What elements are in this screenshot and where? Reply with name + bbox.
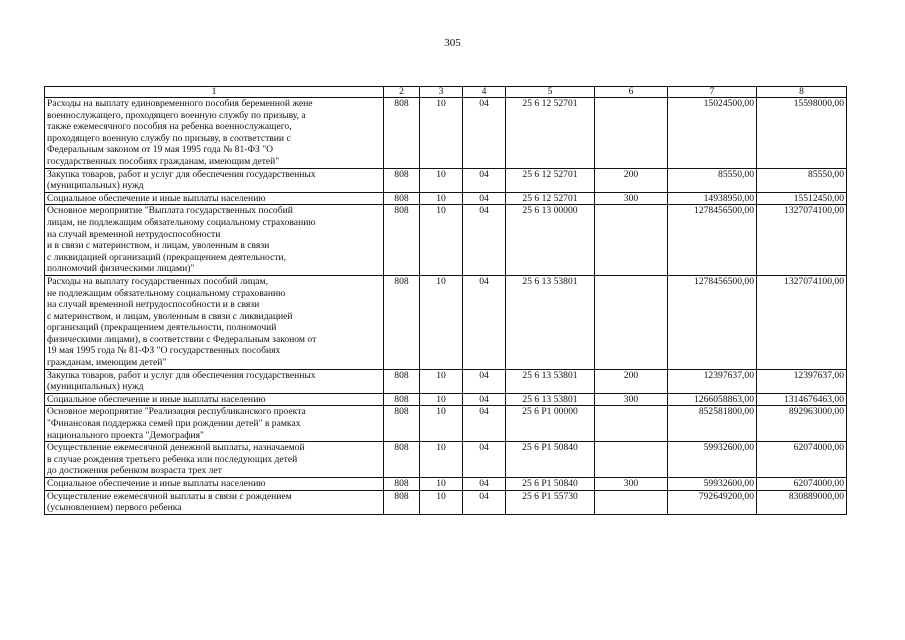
table-row (45, 205, 847, 276)
subsection-code: 04 (463, 205, 506, 276)
ministry-code: 808 (384, 275, 420, 369)
table-row (45, 192, 847, 205)
ministry-code: 808 (384, 406, 420, 442)
ministry-code: 808 (384, 490, 420, 514)
target-article-code: 25 6 P1 55730 (506, 490, 595, 514)
row-name: Осуществление ежемесячной денежной выплаты, назначаемой в случае рождения третьего ребенка или последующих детей до достижения ребенком возраста трех лет (45, 442, 384, 478)
ministry-code: 808 (384, 393, 420, 406)
column-header: 4 (463, 87, 506, 98)
section-code: 10 (420, 369, 463, 393)
column-header: 6 (595, 87, 668, 98)
amount-year-2: 15598000,00 (757, 98, 847, 169)
row-name: Социальное обеспечение и иные выплаты населению (45, 478, 384, 491)
subsection-code: 04 (463, 98, 506, 169)
section-code: 10 (420, 442, 463, 478)
ministry-code: 808 (384, 98, 420, 169)
target-article-code: 25 6 P1 00000 (506, 406, 595, 442)
amount-year-1: 1266058863,00 (668, 393, 757, 406)
target-article-code: 25 6 13 53801 (506, 369, 595, 393)
subsection-code: 04 (463, 369, 506, 393)
amount-year-2: 62074000,00 (757, 442, 847, 478)
row-name: Расходы на выплату единовременного пособия беременной жене военнослужащего, проходящего военную службу по призыву, а также ежемесячного пособия на ребенка военнослужащего, проходящего военную службу по призыву, в соответствии с Федеральным законом от 19 мая 1995 года № 81-ФЗ "О государственных пособиях гражданам, имеющим детей" (45, 98, 384, 169)
target-article-code: 25 6 12 52701 (506, 192, 595, 205)
amount-year-2: 62074000,00 (757, 478, 847, 491)
amount-year-1: 792649200,00 (668, 490, 757, 514)
column-header: 3 (420, 87, 463, 98)
table-row (45, 275, 847, 369)
table-row (45, 393, 847, 406)
expense-type-code: 200 (595, 369, 668, 393)
subsection-code: 04 (463, 490, 506, 514)
column-header: 5 (506, 87, 595, 98)
ministry-code: 808 (384, 205, 420, 276)
ministry-code: 808 (384, 442, 420, 478)
table-row (45, 490, 847, 514)
expense-type-code (595, 442, 668, 478)
ministry-code: 808 (384, 478, 420, 491)
target-article-code: 25 6 12 52701 (506, 168, 595, 192)
amount-year-2: 15512450,00 (757, 192, 847, 205)
expense-type-code: 300 (595, 393, 668, 406)
table-row (45, 168, 847, 192)
subsection-code: 04 (463, 275, 506, 369)
table-row (45, 406, 847, 442)
amount-year-2: 1314676463,00 (757, 393, 847, 406)
table-row (45, 98, 847, 169)
row-name: Расходы на выплату государственных пособий лицам, не подлежащим обязательному социальному страхованию на случай временной нетрудоспособности и в связи с материнством, и лицам, уволенным в связи с ликвидацией организаций (прекращением деятельности, полномочий физическими лицами), в соответствии с Федеральным законом от 19 мая 1995 года № 81-ФЗ "О государственных пособиях гражданам, имеющим детей" (45, 275, 384, 369)
section-code: 10 (420, 393, 463, 406)
amount-year-1: 852581800,00 (668, 406, 757, 442)
amount-year-2: 1327074100,00 (757, 275, 847, 369)
expense-type-code (595, 406, 668, 442)
table-row (45, 478, 847, 491)
amount-year-1: 1278456500,00 (668, 205, 757, 276)
amount-year-1: 14938950,00 (668, 192, 757, 205)
expense-type-code: 300 (595, 192, 668, 205)
ministry-code: 808 (384, 369, 420, 393)
section-code: 10 (420, 205, 463, 276)
section-code: 10 (420, 478, 463, 491)
column-header: 8 (757, 87, 847, 98)
expense-type-code (595, 205, 668, 276)
target-article-code: 25 6 13 00000 (506, 205, 595, 276)
subsection-code: 04 (463, 406, 506, 442)
budget-table (44, 86, 847, 515)
target-article-code: 25 6 P1 50840 (506, 478, 595, 491)
amount-year-2: 830889000,00 (757, 490, 847, 514)
row-name: Осуществление ежемесячной выплаты в связи с рождением (усыновлением) первого ребенка (45, 490, 384, 514)
amount-year-2: 1327074100,00 (757, 205, 847, 276)
table-header-row (45, 87, 847, 98)
table-row (45, 442, 847, 478)
section-code: 10 (420, 98, 463, 169)
row-name: Основное мероприятие "Выплата государственных пособий лицам, не подлежащим обязательному социальному страхованию на случай временной нетрудоспособности и в связи с материнством, и лицам, уволенным в связи с ликвидацией организаций (прекращением деятельности, полномочий физическими лицами)" (45, 205, 384, 276)
expense-type-code: 200 (595, 168, 668, 192)
subsection-code: 04 (463, 168, 506, 192)
amount-year-2: 85550,00 (757, 168, 847, 192)
subsection-code: 04 (463, 192, 506, 205)
ministry-code: 808 (384, 168, 420, 192)
column-header: 7 (668, 87, 757, 98)
section-code: 10 (420, 168, 463, 192)
amount-year-1: 59932600,00 (668, 442, 757, 478)
expense-type-code: 300 (595, 478, 668, 491)
expense-type-code (595, 275, 668, 369)
column-header: 2 (384, 87, 420, 98)
target-article-code: 25 6 13 53801 (506, 393, 595, 406)
subsection-code: 04 (463, 478, 506, 491)
target-article-code: 25 6 13 53801 (506, 275, 595, 369)
row-name: Закупка товаров, работ и услуг для обеспечения государственных (муниципальных) нужд (45, 168, 384, 192)
section-code: 10 (420, 490, 463, 514)
expense-type-code (595, 490, 668, 514)
column-header: 1 (45, 87, 384, 98)
section-code: 10 (420, 275, 463, 369)
row-name: Социальное обеспечение и иные выплаты населению (45, 192, 384, 205)
ministry-code: 808 (384, 192, 420, 205)
section-code: 10 (420, 406, 463, 442)
amount-year-1: 85550,00 (668, 168, 757, 192)
amount-year-2: 892963000,00 (757, 406, 847, 442)
row-name: Закупка товаров, работ и услуг для обеспечения государственных (муниципальных) нужд (45, 369, 384, 393)
table-row (45, 369, 847, 393)
target-article-code: 25 6 P1 50840 (506, 442, 595, 478)
expense-type-code (595, 98, 668, 169)
page-number: 305 (444, 37, 461, 49)
row-name: Социальное обеспечение и иные выплаты населению (45, 393, 384, 406)
target-article-code: 25 6 12 52701 (506, 98, 595, 169)
subsection-code: 04 (463, 393, 506, 406)
amount-year-1: 1278456500,00 (668, 275, 757, 369)
amount-year-1: 12397637,00 (668, 369, 757, 393)
section-code: 10 (420, 192, 463, 205)
amount-year-1: 15024500,00 (668, 98, 757, 169)
amount-year-2: 12397637,00 (757, 369, 847, 393)
row-name: Основное мероприятие "Реализация республиканского проекта "Финансовая поддержка семей при рождении детей" в рамках национального проекта "Демография" (45, 406, 384, 442)
amount-year-1: 59932600,00 (668, 478, 757, 491)
subsection-code: 04 (463, 442, 506, 478)
